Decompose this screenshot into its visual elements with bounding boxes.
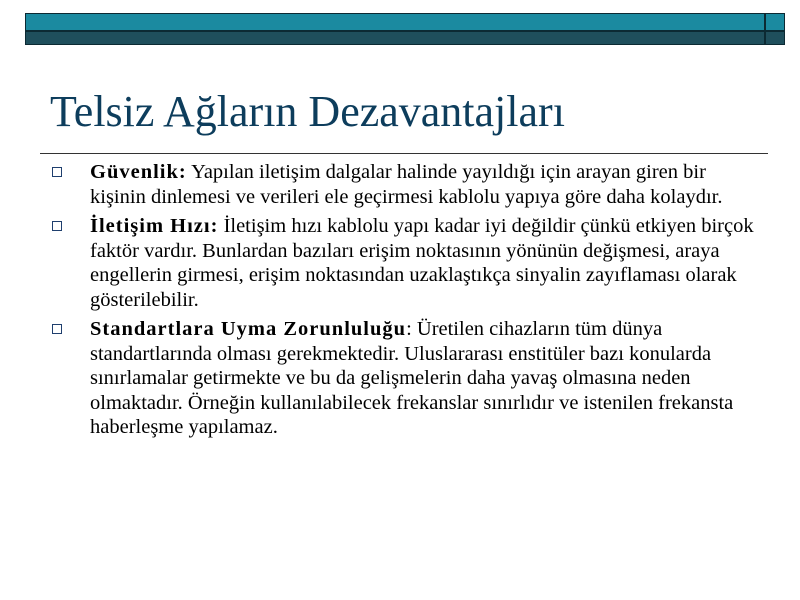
bullet-term: Standartlara Uyma Zorunluluğu xyxy=(90,318,407,340)
title-divider xyxy=(40,153,768,154)
bullet-item-iletisim-hizi xyxy=(45,214,760,312)
bullet-term: Güvenlik: xyxy=(90,161,187,183)
bullet-text: İletişim hızı kablolu yapı kadar iyi değildir çünkü etkiyen birçok faktör vardır. Bunlardan bazıları erişim noktasının yönünün değişmesi, araya engellerin girmesi, erişim noktasından uzaklaştıkça sinyalin zayıflaması olarak gösterilebilir. xyxy=(90,215,754,311)
header-square-top xyxy=(765,13,785,31)
bullet-item-standartlar xyxy=(45,317,760,440)
bullet-text: : Üretilen cihazların tüm dünya standartlarında olması gerekmektedir. Uluslararası enstitüler bazı konularda sınırlamalar getirmekte ve bu da gelişmelerin daha yavaş olmasına neden olmaktadır. Örneğin kullanılabilecek frekanslar sınırlıdır ve istenilen frekansta haberleşme yapılamaz. xyxy=(90,318,734,438)
bullet-term: İletişim Hızı: xyxy=(90,215,219,237)
slide-title: Telsiz Ağların Dezavantajları xyxy=(50,87,565,136)
hollow-square-bullet-icon xyxy=(52,167,62,177)
header-bar-top xyxy=(25,13,765,31)
hollow-square-bullet-icon xyxy=(52,221,62,231)
bullet-item-guvenlik xyxy=(45,160,760,209)
header-bar-bottom xyxy=(25,31,765,45)
bullet-list xyxy=(45,160,760,445)
bullet-text: Yapılan iletişim dalgalar halinde yayıldığı için arayan giren bir kişinin dinlemesi ve verileri ele geçirmesi kablolu yapıya göre daha kolaydır. xyxy=(90,161,723,208)
hollow-square-bullet-icon xyxy=(52,324,62,334)
header-square-bottom xyxy=(765,31,785,45)
